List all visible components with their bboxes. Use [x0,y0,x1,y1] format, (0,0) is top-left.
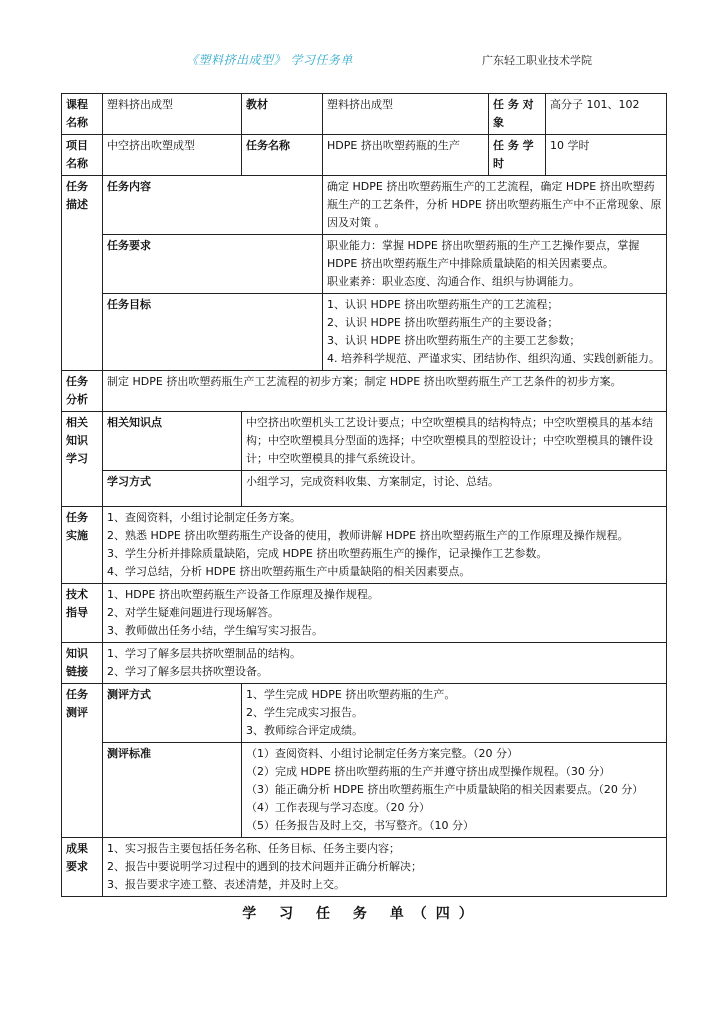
footer-title: 学 习 任 务 单（四） [242,906,482,922]
content-label: 任务内容 [103,176,323,235]
result-label: 成果要求 [62,838,103,897]
eval-method-line: 1、学生完成 HDPE 挤出吹塑药瓶的生产。 [246,688,456,701]
study-points-row [62,412,667,471]
eval-standard-line: （1）查阅资料、小组讨论制定任务方案完整。（20 分） [246,747,518,760]
analysis-text: 制定 HDPE 挤出吹塑药瓶生产工艺流程的初步方案；制定 HDPE 挤出吹塑药瓶生产工艺条件的初步方案。 [103,371,667,412]
eval-method-label: 测评方式 [103,684,242,743]
eval-standard-label: 测评标准 [103,743,242,838]
guidance-line: 3、教师做出任务小结，学生编写实习报告。 [107,624,323,637]
describe-label: 任务描述 [62,176,103,371]
describe-content-row [62,176,667,235]
course-label: 课程名称 [62,94,103,135]
describe-req-row [62,235,667,294]
eval-standard-line: （3）能正确分析 HDPE 挤出吹塑药瓶生产中质量缺陷的相关因素要点。（20 分） [246,783,644,796]
links-label: 知识链接 [62,643,103,684]
method-text: 小组学习，完成资料收集、方案制定，讨论、总结。 [242,471,667,507]
eval-standard-line: （4）工作表现与学习态度。（20 分） [246,801,430,814]
guidance-row [62,584,667,643]
eval-method-line: 3、教师综合评定成绩。 [246,724,363,737]
implement-line: 2、熟悉 HDPE 挤出吹塑药瓶生产设备的使用，教师讲解 HDPE 挤出吹塑药瓶生产的工作原理及操作规程。 [107,529,629,542]
guidance-line: 1、HDPE 挤出吹塑药瓶生产设备工作原理及操作规程。 [107,588,379,601]
document-header-title: 《塑料挤出成型》 学习任务单 [186,53,353,67]
goal-line: 3、认识 HDPE 挤出吹塑药瓶生产的主要工艺参数； [327,334,581,347]
guidance-line: 2、对学生疑难问题进行现场解答。 [107,606,279,619]
goal-text [323,294,667,371]
result-text [103,838,667,897]
points-text: 中空挤出吹塑机头工艺设计要点；中空吹塑模具的结构特点；中空吹塑模具的基本结构；中空吹塑模具分型面的选择；中空吹塑模具的型腔设计；中空吹塑模具的镶件设计；中空吹塑模具的排气系统设计。 [242,412,667,471]
describe-goal-row [62,294,667,371]
textbook-value: 塑料挤出成型 [323,94,489,135]
eval-method-line: 2、学生完成实习报告。 [246,706,363,719]
course-row [62,94,667,135]
evaluation-standard-row [62,743,667,838]
guidance-label: 技术指导 [62,584,103,643]
method-label: 学习方式 [103,471,242,507]
target-label: 任 务 对象 [489,94,546,135]
target-value: 高分子 101、102 [546,94,667,135]
goal-label: 任务目标 [103,294,323,371]
hours-label: 任 务 学时 [489,135,546,176]
req-line: 职业素养：职业态度、沟通合作、组织与协调能力。 [327,275,580,288]
links-line: 2、学习了解多层共挤吹塑设备。 [107,665,268,678]
textbook-label: 教材 [242,94,323,135]
hours-value: 10 学时 [546,135,667,176]
evaluation-method-row [62,684,667,743]
eval-standard-text [242,743,667,838]
implement-line: 4、学习总结，分析 HDPE 挤出吹塑药瓶生产中质量缺陷的相关因素要点。 [107,565,471,578]
result-line: 3、报告要求字迹工整、表述清楚，并及时上交。 [107,878,345,891]
result-line: 1、实习报告主要包括任务名称、任务目标、任务主要内容； [107,842,400,855]
guidance-text [103,584,667,643]
implement-line: 1、查阅资料，小组讨论制定任务方案。 [107,511,301,524]
result-line: 2、报告中要说明学习过程中的遇到的技术问题并正确分析解决； [107,860,422,873]
links-line: 1、学习了解多层共挤吹塑制品的结构。 [107,647,301,660]
goal-line: 2、认识 HDPE 挤出吹塑药瓶生产的主要设备； [327,316,559,329]
req-line: 职业能力：掌握 HDPE 挤出吹塑药瓶的生产工艺操作要点，掌握 HDPE 挤出吹塑药瓶生产中排除质量缺陷的相关因素要点。 [327,239,640,270]
project-row [62,135,667,176]
points-label: 相关知识点 [103,412,242,471]
taskname-label: 任务名称 [242,135,323,176]
eval-standard-line: （5）任务报告及时上交，书写整齐。（10 分） [246,819,474,832]
implement-text [103,507,667,584]
result-row [62,838,667,897]
project-value: 中空挤出吹塑成型 [103,135,242,176]
links-text [103,643,667,684]
req-text [323,235,667,294]
task-sheet-table [61,93,667,897]
evaluation-label: 任务测评 [62,684,103,838]
project-label: 项目名称 [62,135,103,176]
school-name: 广东轻工职业技术学院 [482,54,592,67]
course-value: 塑料挤出成型 [103,94,242,135]
eval-standard-line: （2）完成 HDPE 挤出吹塑药瓶的生产并遵守挤出成型操作规程。（30 分） [246,765,611,778]
analysis-row [62,371,667,412]
implement-line: 3、学生分析并排除质量缺陷，完成 HDPE 挤出吹塑药瓶生产的操作，记录操作工艺参数。 [107,547,548,560]
analysis-label: 任务分析 [62,371,103,412]
study-method-row [62,471,667,507]
content-text: 确定 HDPE 挤出吹塑药瓶生产的工艺流程，确定 HDPE 挤出吹塑药瓶生产的工艺条件，分析 HDPE 挤出吹塑药瓶生产中不正常现象、原因及对策 。 [323,176,667,235]
goal-line: 4. 培养科学规范、严谨求实、团结协作、组织沟通、实践创新能力。 [327,352,660,365]
eval-method-text [242,684,667,743]
links-row [62,643,667,684]
req-label: 任务要求 [103,235,323,294]
taskname-value: HDPE 挤出吹塑药瓶的生产 [323,135,489,176]
implement-label: 任务实施 [62,507,103,584]
implement-row [62,507,667,584]
goal-line: 1、认识 HDPE 挤出吹塑药瓶生产的工艺流程； [327,298,559,311]
study-label: 相关知识学习 [62,412,103,507]
